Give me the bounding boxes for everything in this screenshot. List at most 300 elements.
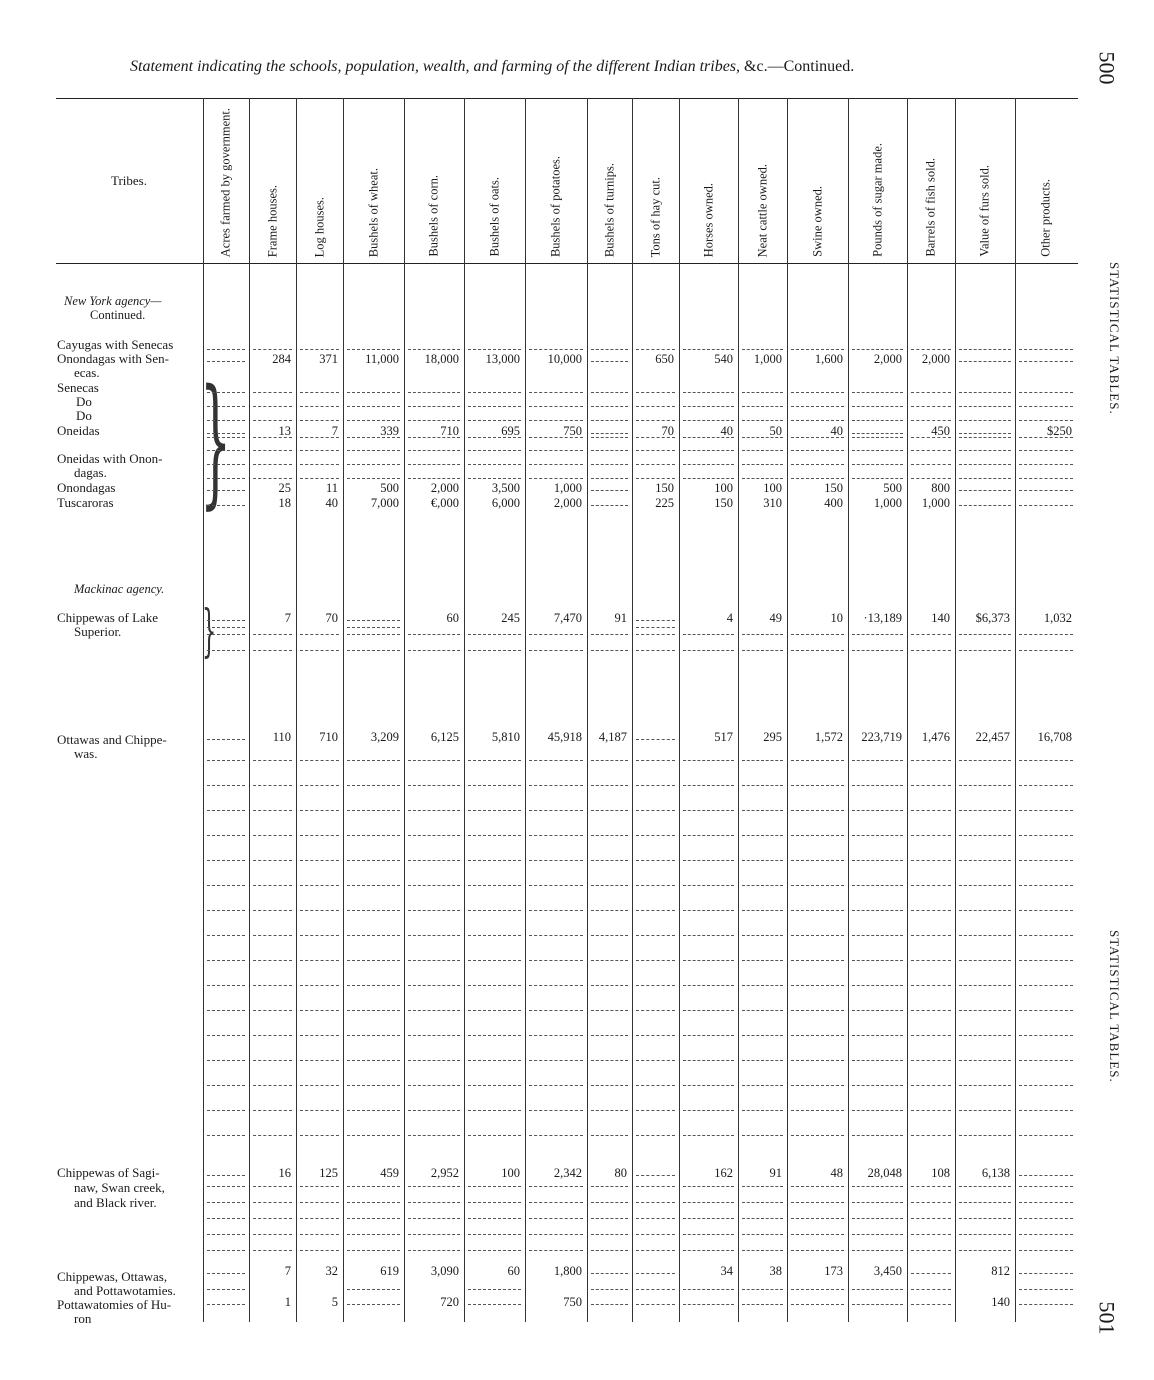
leader-dots <box>591 1135 628 1136</box>
leader-dots <box>468 1060 521 1061</box>
leader-dots <box>791 1035 844 1036</box>
leader-dots <box>529 1035 583 1036</box>
column-rule <box>907 98 908 1322</box>
leader-dots <box>408 406 460 407</box>
leader-dots <box>529 349 583 350</box>
column-header-label: Bushels of potatoes. <box>548 155 563 257</box>
leader-dots <box>911 1110 951 1111</box>
leader-dots <box>852 1250 903 1251</box>
leader-dots <box>253 760 292 761</box>
leader-dots <box>791 885 844 886</box>
tribe-onondagas: Onondagas <box>57 480 116 495</box>
leader-dots <box>253 406 292 407</box>
leader-dots <box>959 349 1011 350</box>
table-cell: 80 <box>614 1166 627 1180</box>
leader-dots <box>347 620 400 621</box>
table-cell: 710 <box>440 424 459 438</box>
leader-dots <box>959 1110 1011 1111</box>
table-cell: 140 <box>991 1295 1010 1309</box>
leader-dots <box>591 392 628 393</box>
leader-dots <box>468 985 521 986</box>
tribe-saginaw: Chippewas of Sagi- <box>57 1165 160 1180</box>
leader-dots <box>852 634 903 635</box>
table-cell: 310 <box>763 496 782 510</box>
table-cell: 2,952 <box>430 1166 459 1180</box>
leader-dots <box>852 1135 903 1136</box>
leader-dots <box>636 985 675 986</box>
leader-dots <box>347 650 400 651</box>
leader-dots <box>911 450 951 451</box>
tribe-cop: Chippewas, Ottawas, <box>57 1269 168 1284</box>
leader-dots <box>408 1234 460 1235</box>
leader-dots <box>683 392 734 393</box>
leader-dots <box>591 1060 628 1061</box>
leader-dots <box>591 1202 628 1203</box>
leader-dots <box>529 1110 583 1111</box>
leader-dots <box>347 985 400 986</box>
leader-dots <box>253 392 292 393</box>
leader-dots <box>408 1110 460 1111</box>
column-header-label: Neat cattle owned. <box>755 163 769 257</box>
leader-dots <box>742 478 783 479</box>
column-header-label: Swine owned. <box>810 186 824 257</box>
leader-dots <box>207 960 245 961</box>
leader-dots <box>300 1110 339 1111</box>
table-cell: 16 <box>278 1166 291 1180</box>
leader-dots <box>468 885 521 886</box>
leader-dots <box>683 478 734 479</box>
leader-dots <box>347 1202 400 1203</box>
table-cell: 1,600 <box>814 352 843 366</box>
leader-dots <box>636 785 675 786</box>
leader-dots <box>347 1060 400 1061</box>
table-cell: 150 <box>714 496 733 510</box>
leader-dots <box>1019 1060 1073 1061</box>
leader-dots <box>1019 1010 1073 1011</box>
leader-dots <box>636 960 675 961</box>
column-rule <box>525 98 526 1322</box>
leader-dots <box>791 1186 844 1187</box>
leader-dots <box>591 349 628 350</box>
leader-dots <box>683 1110 734 1111</box>
leader-dots <box>742 760 783 761</box>
table-cell: 1,800 <box>553 1264 582 1278</box>
leader-dots <box>959 885 1011 886</box>
leader-dots <box>347 392 400 393</box>
leader-dots <box>347 885 400 886</box>
table-cell: 4 <box>726 611 733 625</box>
table-cell: 13,000 <box>485 352 520 366</box>
leader-dots <box>300 885 339 886</box>
table-cell: 3,209 <box>370 730 399 744</box>
leader-dots <box>591 1234 628 1235</box>
leader-dots <box>408 985 460 986</box>
leader-dots <box>911 1218 951 1219</box>
leader-dots <box>529 1202 583 1203</box>
table-cell: 371 <box>319 352 338 366</box>
leader-dots <box>300 349 339 350</box>
leader-dots <box>300 1010 339 1011</box>
leader-dots <box>207 985 245 986</box>
leader-dots <box>791 1304 844 1305</box>
leader-dots <box>408 1085 460 1086</box>
leader-dots <box>959 505 1011 506</box>
leader-dots <box>636 760 675 761</box>
leader-dots <box>791 1202 844 1203</box>
tribe-cop-2: and Pottawotamies. <box>74 1283 176 1298</box>
leader-dots <box>959 985 1011 986</box>
leader-dots <box>591 650 628 651</box>
leader-dots <box>468 860 521 861</box>
table-cell: 16,708 <box>1037 730 1072 744</box>
table-cell: 7 <box>331 424 338 438</box>
leader-dots <box>791 650 844 651</box>
leader-dots <box>207 1110 245 1111</box>
leader-dots <box>911 960 951 961</box>
leader-dots <box>636 739 675 740</box>
table-cell: 500 <box>883 481 902 495</box>
table-cell: 619 <box>380 1264 399 1278</box>
leader-dots <box>300 1202 339 1203</box>
leader-dots <box>253 1234 292 1235</box>
leader-dots <box>207 1085 245 1086</box>
column-header-label: Log houses. <box>312 196 326 257</box>
leader-dots <box>791 1234 844 1235</box>
tribe-senecas: Senecas <box>57 380 99 395</box>
leader-dots <box>347 1110 400 1111</box>
tribe-chip-lake: Chippewas of Lake <box>57 610 159 625</box>
leader-dots <box>529 935 583 936</box>
leader-dots <box>959 634 1011 635</box>
table-cell: 750 <box>563 424 582 438</box>
leader-dots <box>959 437 1011 438</box>
table-cell: 40 <box>720 424 733 438</box>
column-header-14 <box>907 98 955 263</box>
leader-dots <box>468 810 521 811</box>
column-header-7 <box>525 98 587 263</box>
leader-dots <box>742 910 783 911</box>
leader-dots <box>1019 1186 1073 1187</box>
leader-dots <box>683 985 734 986</box>
leader-dots <box>959 420 1011 421</box>
leader-dots <box>636 1175 675 1176</box>
leader-dots <box>468 910 521 911</box>
leader-dots <box>683 1234 734 1235</box>
table-cell: 91 <box>769 1166 782 1180</box>
leader-dots <box>791 1250 844 1251</box>
leader-dots <box>683 349 734 350</box>
leader-dots <box>911 1010 951 1011</box>
leader-dots <box>207 885 245 886</box>
table-cell: 6,125 <box>430 730 459 744</box>
column-rule <box>343 98 344 1322</box>
leader-dots <box>253 650 292 651</box>
leader-dots <box>347 464 400 465</box>
column-header-label: Bushels of turnips. <box>602 162 616 257</box>
leader-dots <box>591 464 628 465</box>
leader-dots <box>347 1186 400 1187</box>
table-cell: 40 <box>830 424 843 438</box>
leader-dots <box>207 406 245 407</box>
leader-dots <box>636 935 675 936</box>
leader-dots <box>207 464 245 465</box>
leader-dots <box>253 1010 292 1011</box>
leader-dots <box>742 1035 783 1036</box>
leader-dots <box>911 885 951 886</box>
leader-dots <box>529 835 583 836</box>
leader-dots <box>300 406 339 407</box>
leader-dots <box>791 860 844 861</box>
leader-dots <box>300 392 339 393</box>
leader-dots <box>300 760 339 761</box>
table-cell: 4,187 <box>598 730 627 744</box>
leader-dots <box>636 1060 675 1061</box>
leader-dots <box>347 960 400 961</box>
column-header-5 <box>404 98 464 263</box>
column-header-label: Other products. <box>1038 179 1053 257</box>
leader-dots <box>742 1250 783 1251</box>
column-header-15 <box>955 98 1015 263</box>
column-header-10 <box>679 98 738 263</box>
leader-dots <box>959 433 1011 434</box>
leader-dots <box>253 420 292 421</box>
table-cell: 91 <box>614 611 627 625</box>
leader-dots <box>911 392 951 393</box>
leader-dots <box>468 1289 521 1290</box>
leader-dots <box>636 1186 675 1187</box>
table-cell: 750 <box>563 1295 582 1309</box>
leader-dots <box>253 1060 292 1061</box>
leader-dots <box>591 1085 628 1086</box>
column-header-label: Bushels of wheat. <box>366 167 380 257</box>
leader-dots <box>852 433 903 434</box>
leader-dots <box>911 1289 951 1290</box>
leader-dots <box>207 349 245 350</box>
leader-dots <box>852 420 903 421</box>
leader-dots <box>911 785 951 786</box>
leader-dots <box>636 885 675 886</box>
leader-dots <box>852 392 903 393</box>
leader-dots <box>1019 1304 1073 1305</box>
table-cell: 100 <box>714 481 733 495</box>
leader-dots <box>636 464 675 465</box>
leader-dots <box>207 1218 245 1219</box>
leader-dots <box>959 1218 1011 1219</box>
leader-dots <box>347 1289 400 1290</box>
leader-dots <box>300 1218 339 1219</box>
leader-dots <box>408 1186 460 1187</box>
leader-dots <box>408 450 460 451</box>
leader-dots <box>207 1010 245 1011</box>
leader-dots <box>1019 860 1073 861</box>
leader-dots <box>791 760 844 761</box>
leader-dots <box>742 785 783 786</box>
leader-dots <box>468 1304 521 1305</box>
leader-dots <box>207 420 245 421</box>
leader-dots <box>636 406 675 407</box>
leader-dots <box>207 450 245 451</box>
column-header-label: Pounds of sugar made. <box>870 143 884 257</box>
leader-dots <box>253 1110 292 1111</box>
leader-dots <box>591 835 628 836</box>
leader-dots <box>742 650 783 651</box>
leader-dots <box>852 1085 903 1086</box>
leader-dots <box>683 1218 734 1219</box>
leader-dots <box>959 960 1011 961</box>
leader-dots <box>591 1250 628 1251</box>
leader-dots <box>591 450 628 451</box>
leader-dots <box>636 1234 675 1235</box>
column-rule <box>203 98 204 1322</box>
leader-dots <box>591 1304 628 1305</box>
leader-dots <box>207 739 245 740</box>
leader-dots <box>468 406 521 407</box>
leader-dots <box>791 785 844 786</box>
leader-dots <box>636 1218 675 1219</box>
leader-dots <box>852 1010 903 1011</box>
table-cell: 695 <box>501 424 520 438</box>
leader-dots <box>408 478 460 479</box>
column-rule <box>249 98 250 1322</box>
leader-dots <box>636 1202 675 1203</box>
leader-dots <box>300 650 339 651</box>
column-header-8 <box>587 98 632 263</box>
leader-dots <box>742 1060 783 1061</box>
leader-dots <box>1019 406 1073 407</box>
tribe-do-1: Do <box>76 394 92 409</box>
leader-dots <box>408 349 460 350</box>
leader-dots <box>347 478 400 479</box>
leader-dots <box>408 1135 460 1136</box>
leader-dots <box>852 1186 903 1187</box>
leader-dots <box>791 1218 844 1219</box>
leader-dots <box>207 392 245 393</box>
table-cell: 110 <box>272 730 291 744</box>
leader-dots <box>253 835 292 836</box>
leader-dots <box>468 349 521 350</box>
leader-dots <box>207 860 245 861</box>
leader-dots <box>529 406 583 407</box>
column-header-12 <box>787 98 848 263</box>
leader-dots <box>636 1035 675 1036</box>
leader-dots <box>852 785 903 786</box>
leader-dots <box>1019 392 1073 393</box>
leader-dots <box>300 1085 339 1086</box>
leader-dots <box>636 1250 675 1251</box>
leader-dots <box>742 1110 783 1111</box>
tribe-ottawas-2: was. <box>74 746 98 761</box>
column-header-11 <box>738 98 787 263</box>
leader-dots <box>300 985 339 986</box>
leader-dots <box>347 935 400 936</box>
column-header-13 <box>848 98 907 263</box>
leader-dots <box>468 1110 521 1111</box>
page-number-top: 500 <box>1094 51 1120 85</box>
leader-dots <box>959 1202 1011 1203</box>
leader-dots <box>1019 960 1073 961</box>
column-rule <box>587 98 588 1322</box>
leader-dots <box>347 634 400 635</box>
leader-dots <box>852 910 903 911</box>
leader-dots <box>529 910 583 911</box>
leader-dots <box>683 1250 734 1251</box>
leader-dots <box>1019 1250 1073 1251</box>
leader-dots <box>253 634 292 635</box>
leader-dots <box>529 960 583 961</box>
leader-dots <box>636 810 675 811</box>
tribe-saginaw-3: and Black river. <box>74 1195 157 1210</box>
leader-dots <box>207 1035 245 1036</box>
leader-dots <box>347 1250 400 1251</box>
leader-dots <box>591 1035 628 1036</box>
leader-dots <box>791 478 844 479</box>
table-cell: 812 <box>991 1264 1010 1278</box>
leader-dots <box>207 650 245 651</box>
leader-dots <box>591 785 628 786</box>
table-cell: 5,810 <box>491 730 520 744</box>
header-bottom-rule <box>56 263 1078 264</box>
table-cell: 125 <box>319 1166 338 1180</box>
leader-dots <box>636 392 675 393</box>
leader-dots <box>253 810 292 811</box>
leader-dots <box>683 910 734 911</box>
leader-dots <box>742 1085 783 1086</box>
leader-dots <box>591 1186 628 1187</box>
leader-dots <box>683 1186 734 1187</box>
leader-dots <box>1019 810 1073 811</box>
column-header-label: Frame houses. <box>265 184 279 257</box>
leader-dots <box>529 1218 583 1219</box>
table-cell: 400 <box>824 496 843 510</box>
column-rule <box>1015 98 1016 1322</box>
leader-dots <box>1019 361 1073 362</box>
leader-dots <box>852 478 903 479</box>
leader-dots <box>529 1234 583 1235</box>
table-cell: 28,048 <box>867 1166 902 1180</box>
leader-dots <box>347 1035 400 1036</box>
leader-dots <box>683 634 734 635</box>
leader-dots <box>408 860 460 861</box>
leader-dots <box>207 760 245 761</box>
column-rule <box>632 98 633 1322</box>
leader-dots <box>852 1234 903 1235</box>
leader-dots <box>791 349 844 350</box>
leader-dots <box>347 1085 400 1086</box>
table-cell: 140 <box>931 611 950 625</box>
column-header-label: Tons of hay cut. <box>648 176 662 257</box>
column-rule <box>464 98 465 1322</box>
leader-dots <box>591 490 628 491</box>
leader-dots <box>300 810 339 811</box>
leader-dots <box>742 464 783 465</box>
leader-dots <box>529 392 583 393</box>
table-cell: 225 <box>655 496 674 510</box>
leader-dots <box>1019 420 1073 421</box>
leader-dots <box>683 860 734 861</box>
table-cell: 45,918 <box>547 730 582 744</box>
leader-dots <box>529 785 583 786</box>
table-cell: 34 <box>720 1264 733 1278</box>
leader-dots <box>207 627 245 628</box>
leader-dots <box>468 1085 521 1086</box>
agency-new-york-cont: Continued. <box>90 308 146 322</box>
leader-dots <box>742 1234 783 1235</box>
tribe-cayugas: Cayugas with Senecas <box>57 337 174 352</box>
leader-dots <box>852 1035 903 1036</box>
leader-dots <box>468 785 521 786</box>
leader-dots <box>683 406 734 407</box>
leader-dots <box>253 860 292 861</box>
